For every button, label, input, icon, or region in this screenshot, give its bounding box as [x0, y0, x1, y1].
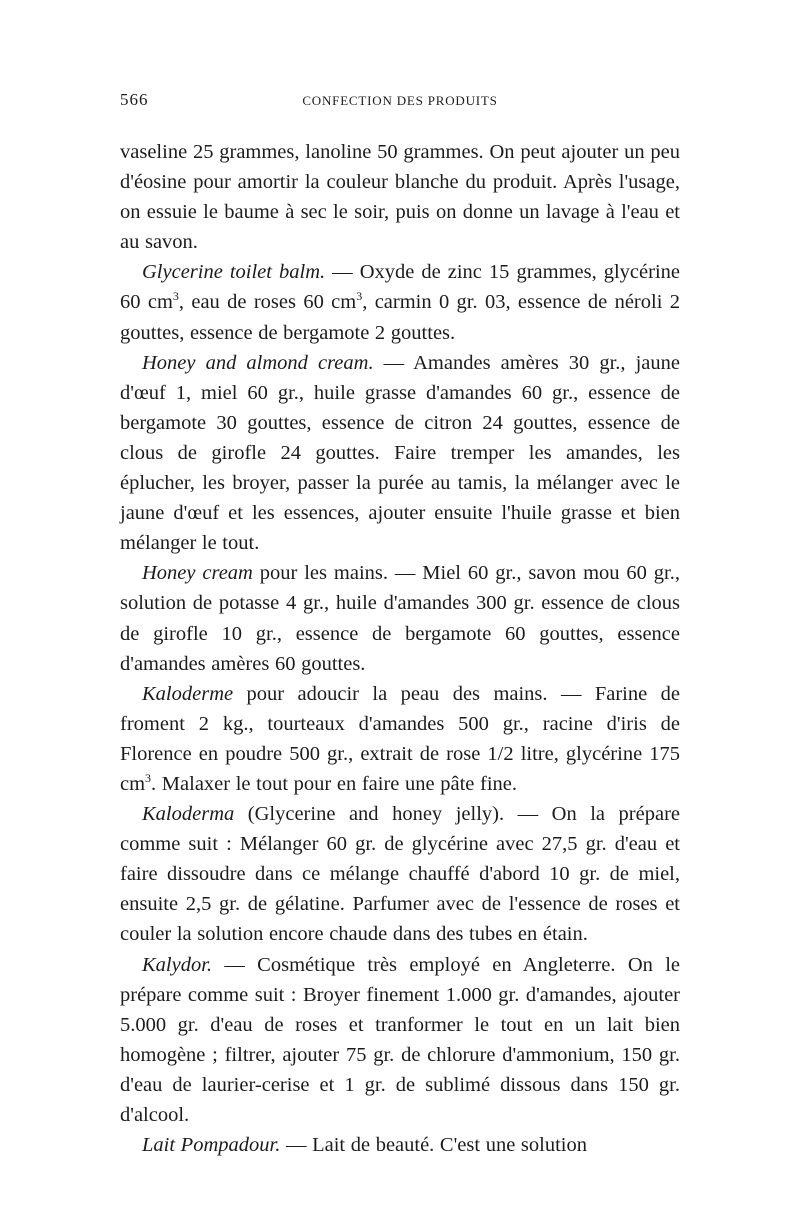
recipe-honey-cream: [120, 558, 680, 678]
recipe-text: pour adoucir la peau des mains. — Farine de froment 2 kg., tourteaux d'amandes 500 gr., racine d'iris de Florence en poudre 500 gr., extrait de rose 1/2 litre, glycérine 175 cm: [120, 682, 680, 795]
recipe-title: Kaloderma: [142, 803, 235, 826]
recipe-title: Lait Pompadour.: [142, 1134, 281, 1157]
recipe-text: . Malaxer le tout pour en faire une pâte fine.: [151, 772, 517, 795]
recipe-kaloderme: [120, 679, 680, 799]
recipe-title: Kalydor.: [142, 953, 213, 976]
recipe-glycerine-toilet-balm: [120, 257, 680, 347]
paragraph-intro: [120, 137, 680, 257]
page-number: 566: [120, 90, 149, 109]
recipe-honey-almond-cream: [120, 348, 680, 559]
recipe-title: Honey and almond cream.: [142, 351, 374, 374]
recipe-text: (Glycerine and honey jelly). — On la prépare comme suit : Mélanger 60 gr. de glycérine avec 27,5 gr. d'eau et faire dissoudre dans ce mélange chauffé d'abord 10 gr. de miel, ensuite 2,5 gr. de gélatine. Parfumer avec de l'essence de roses et couler la solution encore chaude dans des tubes en étain.: [120, 803, 680, 946]
recipe-title: Glycerine toilet balm.: [142, 261, 326, 284]
superscript: 3: [172, 289, 179, 304]
running-title: CONFECTION DES PRODUITS: [302, 93, 498, 108]
body-text: [120, 137, 680, 1160]
superscript: 3: [145, 770, 152, 785]
superscript: 3: [356, 289, 363, 304]
recipe-kaloderma: [120, 799, 680, 949]
recipe-title: Honey cream: [142, 562, 253, 585]
recipe-text: — Lait de beauté. C'est une solution: [280, 1134, 587, 1157]
recipe-text: pour les mains. — Miel 60 gr., savon mou 60 gr., solution de potasse 4 gr., huile d'amandes 300 gr. essence de clous de girofle 10 gr., essence de bergamote 60 gouttes, essence d'amandes amères 60 gouttes.: [120, 562, 680, 675]
recipe-text: , carmin 0 gr. 03, essence de néroli 2 gouttes, essence de bergamote 2 gouttes.: [120, 291, 680, 344]
recipe-text: — Amandes amères 30 gr., jaune d'œuf 1, miel 60 gr., huile grasse d'amandes 60 gr., essence de bergamote 30 gouttes, essence de citron 24 gouttes, essence de clous de girofle 24 gouttes. Faire tremper les amandes, les éplucher, les broyer, passer la purée au tamis, la mélanger avec le jaune d'œuf et les essences, ajouter ensuite l'huile grasse et bien mélanger le tout.: [120, 351, 680, 555]
recipe-text: — Cosmétique très employé en Angleterre. On le prépare comme suit : Broyer finement 1.000 gr. d'amandes, ajouter 5.000 gr. d'eau de roses et tranformer le tout en un lait bien homogène ; filtrer, ajouter 75 gr. de chlorure d'ammonium, 150 gr. d'eau de laurier-cerise et 1 gr. de sublimé dissous dans 150 gr. d'alcool.: [120, 953, 680, 1126]
paragraph-text: vaseline 25 grammes, lanoline 50 grammes. On peut ajouter un peu d'éosine pour amortir la couleur blanche du produit. Après l'usage, on essuie le baume à sec le soir, puis on donne un lavage à l'eau et au savon.: [120, 141, 680, 254]
recipe-text: — Oxyde de zinc 15 grammes, glycérine 60 cm: [120, 261, 681, 314]
recipe-lait-pompadour: [120, 1130, 680, 1160]
page-header: [120, 90, 680, 114]
recipe-title: Kaloderme: [142, 682, 234, 705]
recipe-kalydor: [120, 950, 680, 1131]
recipe-text: , eau de roses 60 cm: [178, 291, 357, 314]
